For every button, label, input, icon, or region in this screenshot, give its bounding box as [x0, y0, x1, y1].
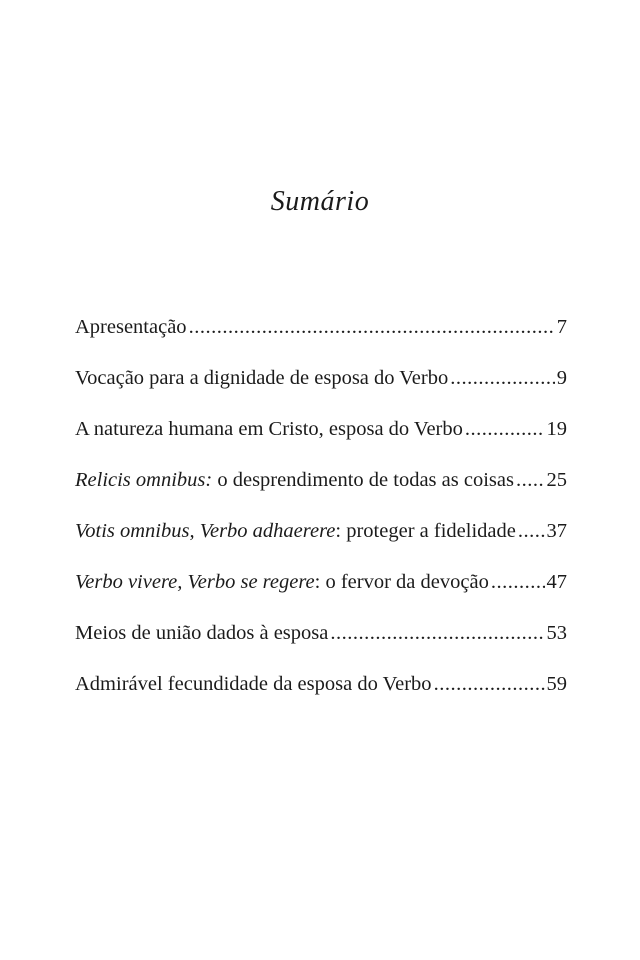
toc-page-number: 37 — [546, 520, 567, 542]
table-of-contents — [75, 310, 567, 718]
toc-entry — [75, 565, 567, 616]
toc-page-number: 25 — [546, 469, 567, 491]
toc-page-number: 59 — [546, 673, 567, 695]
toc-entry-title — [75, 463, 514, 497]
toc-entry-latin-phrase: Votis omnibus, Verbo adhaerere — [75, 520, 336, 542]
toc-entry — [75, 667, 567, 718]
toc-entry-title-part: Admirável fecundidade da esposa do Verbo — [75, 673, 432, 695]
page-title: Sumário — [270, 186, 370, 217]
toc-entry-title — [75, 361, 448, 395]
toc-entry-title-part: o desprendimento de todas as coisas — [212, 469, 514, 491]
toc-entry — [75, 412, 567, 463]
toc-page-number: 47 — [546, 571, 567, 593]
toc-entry-title-part: A natureza humana em Cristo, esposa do Verbo — [75, 418, 463, 440]
toc-entry — [75, 514, 567, 565]
toc-entry-title — [75, 565, 489, 599]
dot-leader — [516, 463, 545, 497]
toc-entry-title-part: Meios de união dados à esposa — [75, 622, 329, 644]
toc-entry-title-part: Apresentação — [75, 316, 187, 338]
toc-page-number: 53 — [546, 622, 567, 644]
toc-page-number: 7 — [556, 316, 567, 338]
toc-entry-title — [75, 514, 516, 548]
dot-leader — [465, 412, 545, 446]
dot-leader — [189, 310, 555, 344]
toc-entry — [75, 310, 567, 361]
toc-entry-title — [75, 616, 328, 650]
toc-entry-title — [75, 412, 463, 446]
toc-entry-latin-phrase: Verbo vivere, Verbo se regere — [75, 571, 315, 593]
toc-entry-title-part: : proteger a fidelidade — [335, 520, 516, 542]
dot-leader — [491, 565, 545, 599]
toc-entry-title — [75, 667, 432, 701]
toc-page-number: 19 — [546, 418, 567, 440]
toc-entry-title — [75, 310, 187, 344]
toc-entry-title-part: : o fervor da devoção — [314, 571, 489, 593]
dot-leader — [518, 514, 545, 548]
toc-entry — [75, 361, 567, 412]
toc-entry — [75, 616, 567, 667]
toc-page-number: 9 — [556, 367, 567, 389]
dot-leader — [330, 616, 544, 650]
toc-entry-title-part: Vocação para a dignidade de esposa do Verbo — [75, 367, 449, 389]
toc-entry-latin-phrase: Relicis omnibus: — [75, 469, 213, 491]
dot-leader — [450, 361, 555, 395]
toc-entry — [75, 463, 567, 514]
dot-leader — [434, 667, 545, 701]
